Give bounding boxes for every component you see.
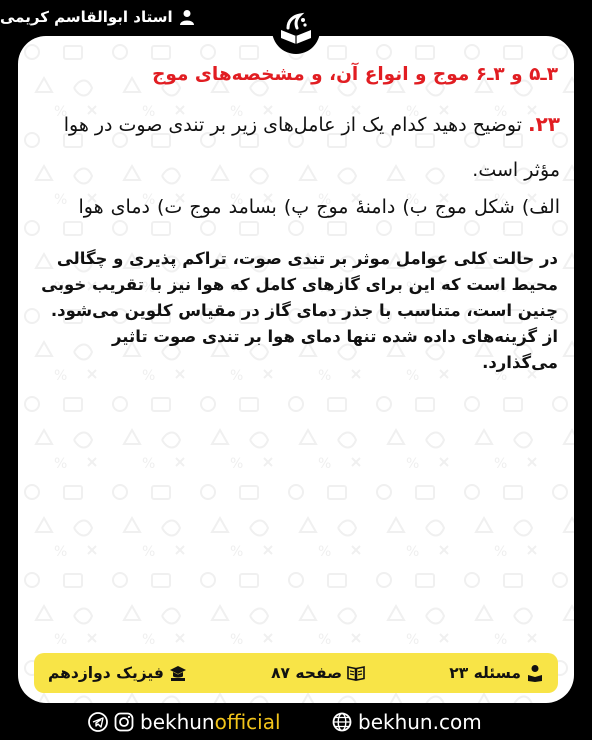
instagram-icon[interactable] <box>114 712 134 732</box>
page-number <box>271 664 365 682</box>
social-handle[interactable] <box>140 710 281 734</box>
book-logo-icon <box>276 10 316 50</box>
social-handle-prefix: bekhun <box>140 710 215 734</box>
author-label <box>0 8 195 26</box>
question <box>32 102 560 193</box>
answer-explanation: در حالت کلی عوامل موثر بر تندی صوت، تراکم پذیری و چگالی محیط است که این برای گازهای کامل که هوا نیز با تقریب خوبی چنین است، متناسب با جذر دمای گاز در مقیاس کلوین می‌شود. از گزینه‌های داده شده تنها دمای هوا بر تندی صوت تاثیر می‌گذارد. <box>41 249 558 372</box>
answer-options: الف) شکل موج ب) دامنهٔ موج پ) بسامد موج ت) دمای هوا <box>78 196 560 218</box>
content-card <box>18 36 574 703</box>
problem-number <box>449 664 544 682</box>
social-links[interactable] <box>88 710 281 734</box>
user-icon <box>179 9 195 25</box>
book-icon <box>347 664 365 682</box>
telegram-icon[interactable] <box>88 712 108 732</box>
problem-label: مسئله ۲۳ <box>449 664 521 682</box>
author-name: استاد ابوالقاسم کریمی <box>0 8 173 26</box>
graduation-cap-icon <box>169 664 187 682</box>
question-text: توضیح دهید کدام یک از عامل‌های زیر بر تندی صوت در هوا مؤثر است. <box>63 114 560 181</box>
website-url[interactable]: bekhun.com <box>358 710 482 734</box>
globe-icon <box>332 712 352 732</box>
reader-icon <box>526 664 544 682</box>
question-number: ۲۳. <box>527 112 560 136</box>
subject-label: فیزیک دوازدهم <box>48 664 164 682</box>
info-footer <box>34 653 558 693</box>
page-label: صفحه ۸۷ <box>271 664 343 682</box>
brand-logo <box>272 6 320 54</box>
section-title: ۳ـ۵ و ۳ـ۶ موج و انواع آن، و مشخصه‌های موج <box>152 64 558 85</box>
website-link[interactable] <box>332 710 482 734</box>
bottom-bar <box>0 705 592 740</box>
social-handle-suffix: official <box>214 710 281 734</box>
subject <box>48 664 187 682</box>
